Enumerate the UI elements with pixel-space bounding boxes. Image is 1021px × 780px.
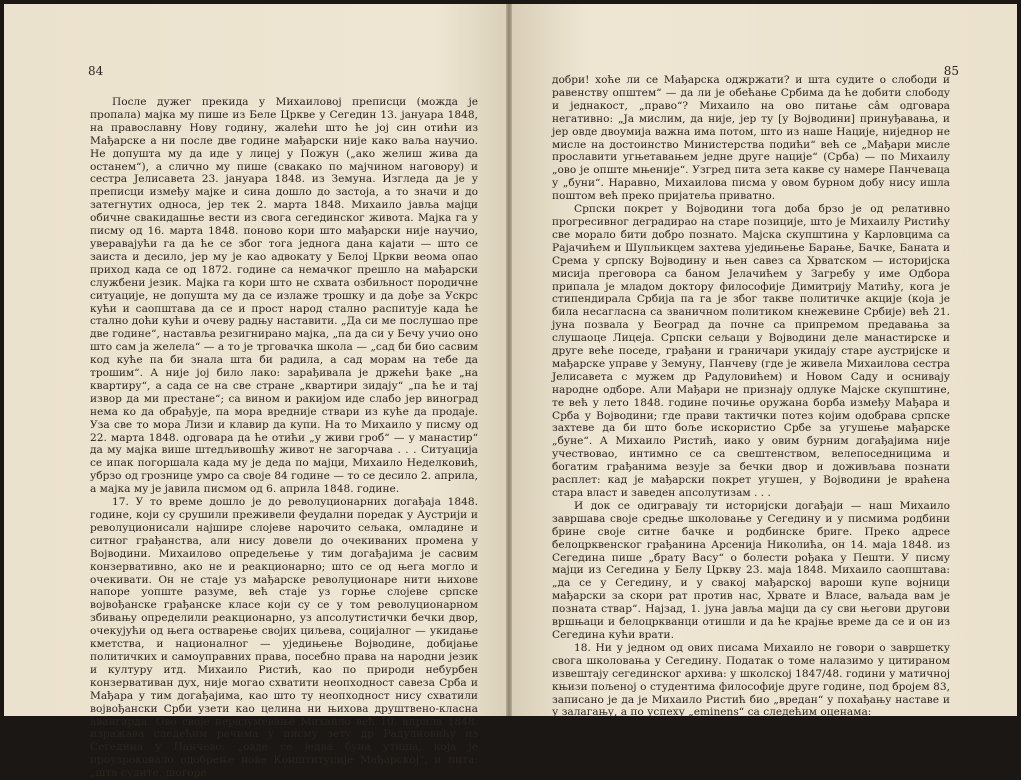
- page-number-left: 84: [88, 64, 104, 78]
- left-page-text: [90, 96, 478, 780]
- paragraph: добри! хоће ли се Мађарска оджржати? и шта судите о слободи и равенству општем“ — да ли је обећање Србима да ће добити слободу и једнакост, „право“? Михаило на ово питање сâм одговара негативно: „Ја мислим, да није, јер ту [у Војводини] принуђавања, и јер овде двоумија важна има потом, што из наше Нације, ниједнор не мисле на достоинство Министерства подићи“ већ се „Мађари мисле прославити угњетавањем једне друге нације“ (Срба) — по Михаилу „ово је опште мњеније“. Узгред пита зета какве су намере Панчеваца у „буни“. Наравно, Михаилова писма у овом бурном добу нису ишла поштом већ преко пријатеља приватно.: [552, 74, 950, 203]
- paragraph: 17. У то време дошло је до револуционарних догађаја 1848. године, који су срушили преживели феудални поредак у Аустрији и револуционисали најшире слојеве нарочито сељака, омладине и ситног грађанства, али нису довели до очекиваних промена у Војводини. Михаилово опредељење у тим догађајима је сасвим конзервативно, ако не и реакционарно; што се од њега могло и очекивати. Он не стаје уз мађарске револуционаре нити њихове напоре уопште разуме, већ стаје уз горње слојеве српске војвођанске грађанске класе који су се у том револуционарном збивању определили реакционарно, уз апсолутистички бечки двор, очекујући од њега остварење својих циљева, социјалног — укидање кметства, и националног — уједињење Војводине, добијање политичких и самоуправних права, посебно права на народни језик и културу итд. Михаило Ристић, као по природи небурбен конзервативан дух, није могао схватити неопходност савеза Срба и Мађара у тим догађајима, као што ту неопходност нису схватили војвођански Срби узети као целина ни њихова друштвено-класна авангарда. Ово своје неразумевање Михаило већ 10. априла 1848. изражава следећим речима у писму зету др Радулновићу из Сегедина у Панчево: „овде се једва буна утиша, која је проузроковало одобрење нове Конштитуције Мађарској“, и пита: „шта судите, шогоре: [90, 496, 478, 780]
- right-page: [512, 4, 1017, 719]
- left-page: [4, 4, 512, 780]
- paragraph: И док се одигравају ти историјски догађаји — наш Михаило завршава своје средње школовање у Сегедину и у писмима родбини брине своје ситне бачке и родбинске бриге. Преко адресе белоцрквенског грађанина Арсенија Николића, он 14. маја 1848. из Сегедина пише „брату Васу“ о болести рођака у Пешти. У писму мајци из Сегедина у Белу Цркву 23. маја 1848. Михаило саопштава: „да се у Сегедину, и у свакој мађарској вароши купе војници мађарски за скори рат против нас, Хрвате и Власе, ваљада вам је позната ствар“. Најзад, 1. јуна јавља мајци да су сви његови другови вршњаци и белоцркванци отишли и да ће крајње време да се и он из Сегедина кући врати.: [552, 499, 950, 641]
- paragraph: После дужег прекида у Михаиловој преписци (можда је пропала) мајка му пише из Беле Цркве у Сегедин 13. јануара 1848, на православну Нову годину, жалећи што ће јој син отићи из Мађарске а ни после две године мађарски није како ваља научио. Не допушта му да иде у лицеј у Пожун („ако желиш жива да останем“), а слично му пише (свакако по мајчином наговору) и сестра Јелисавета 23. јануара 1848. из Земуна. Изгледа да је у преписци између мајке и сина дошло до застоја, а то значи и до затегнутих односа, јер тек 2. марта 1848. Михаило јавља мајци обичне свакидашње вести из свога сегединског живота. Мајка га у писму од 16. марта 1848. поново кори што мађарски није научио, уверавајући га да ће се због тога једнога дана кајати — што се заиста и десило, јер му је као адвокату у Белој Цркви веома опао приход када се од 1872. године са немачког прешло на мађарски службени језик. Мајка га кори што не схвата озбиљност породичне ситуације, не допушта му да се излаже трошку и да дође за Ускрс кући и саопштава да се и прост народ стално распитује када ће стално доћи кући и очеву радњу наставити. „Да си ме послушао пре две године“, наставља резигнирано мајка, „па да си у Бечу учио оно што сам ја желела“ — а то је трговачка школа — „сад би био сасвим код куће па би знала шта би радила, а сад морам на тебе да трошим“. А није јој било лако: зарађивала је држећи ђаке „на квартиру“, а сада се на све стране „квартири зидају“ „па ће и тај извор да ми престане“; са вином и ракијом иде слабо јер виноград нема ко да обрађује, па мора вредније ствари из куће да продаје. Уза све то мора Лизи и клавир да купи. На то Михаило у писму од 22. марта 1848. одговара да ће отићи „у живи гроб“ — у манастир“ да му мајка више штедљивошћу живот не загорчава . . . Ситуација се ипак погоршала када му је деда по мајци, Михаило Неделковић, убрзо од грознице умро са своје 84 године — то се десило 2. априла, а мајка му је јавила писмом од 6. априла 1848. године.: [90, 96, 478, 496]
- right-page-text: [552, 74, 950, 719]
- paragraph: 18. Ни у једном од ових писама Михаило не говори о завршетку свога школовања у Сегедину. Податак о томе налазимо у цитираном извештају сегединског архива: у школској 1847/48. години у матичној књизи пољеној о студентима философије друге године, под бројем 83, записано је да је Михаило Ристић био „вредан“ у похађању наставе и у залагању, а по успеху „eminens“ са следећим оценама:: [552, 641, 950, 719]
- book-gutter: [506, 4, 512, 716]
- page-number-right: 85: [943, 64, 959, 78]
- paragraph: Српски покрет у Војводини тога доба брзо је од релативно прогресивног деградирао на старе позиције, што је Михаилу Ристићу све морало бити добро познато. Мајска скупштина у Карловцима са Рајачићем и Шупљикцем захтева уједињење Барање, Бачке, Баната и Срема у српску Војводину и њен савез са Хрватском — историјска мисија преговора са баном Јелачићем у Загребу у име Одбора припала је младом доктору философије Димитрију Матићу, кога је стипендирала Србија па га је због такве политичке акције (која је била несагласна са званичном политиком кнежевине Србије) већ 21. јуна позвала у Београд да почне са припремом предавања за слушаоце Лицеја. Српски сељаци у Војводини деле манастирске и друге веће поседе, грађани и граничари укидају старе аустријске и мађарске управе у Земуну, Панчеву (где је живела Михаилова сестра Јелисавета с мужем др Радуловићем) и Новом Саду и оснивају народне одборе. Али Мађари не признају одлуке Мајске скупштине, те већ у лето 1848. године почиње оружана борба између Мађара и Срба у Војводини; где прави тактички потез којим одобрава српске захтеве да би што боље искористио Србе за угушење мађарске „буне“. А Михаило Ристић, иако у овим бурним догађајима није учествовао, интимно се са свештенством, велепоседницима и богатим грађанима везује за бечки двор и доживљава познати расплет: кад је мађарски покрет угушен, у Војводини је враћена стара власт и заведен апсолутизам . . .: [552, 203, 950, 499]
